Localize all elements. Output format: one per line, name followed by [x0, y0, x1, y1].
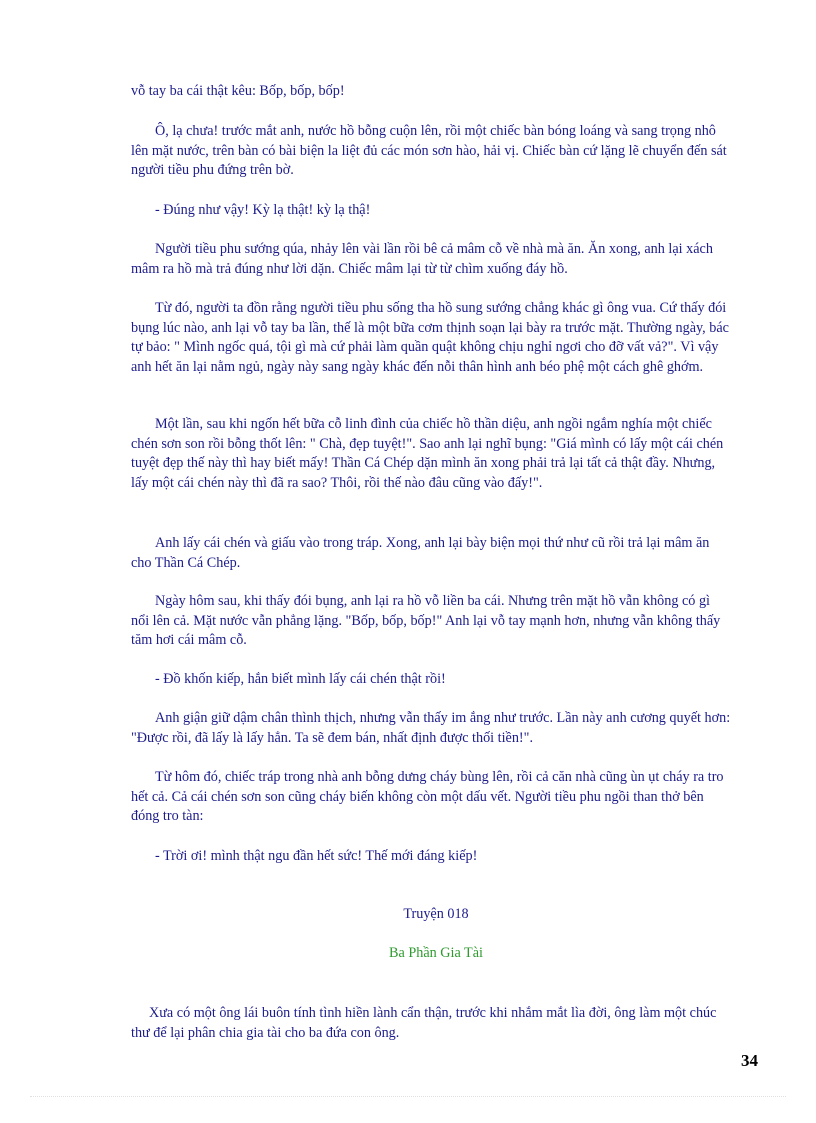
dialogue-line: - Đồ khốn kiếp, hắn biết mình lấy cái chén thật rồi!: [155, 671, 446, 687]
paragraph: Ngày hôm sau, khi thấy đói bụng, anh lại ra hồ vỗ liền ba cái. Nhưng trên mặt hồ vẫn không có gì nổi lên cả. Mặt nước vẫn phẳng lặng. "Bốp, bốp, bốp!" Anh lại vỗ tay mạnh hơn, nhưng vẫn không thấy tăm hơi cái mâm cỗ.: [131, 593, 721, 649]
story-title: Ba Phần Gia Tài: [389, 945, 483, 961]
page-bottom-divider: [30, 1096, 786, 1097]
paragraph: Anh lấy cái chén và giấu vào trong tráp. Xong, anh lại bày biện mọi thứ như cũ rồi trả lại mâm ăn cho Thần Cá Chép.: [131, 535, 710, 571]
story-first-paragraph: Xưa có một ông lái buôn tính tình hiền lành cẩn thận, trước khi nhắm mắt lìa đời, ông làm một chúc thư để lại phân chia gia tài cho ba đứa con ông.: [131, 1005, 717, 1041]
paragraph: Từ đó, người ta đồn rằng người tiều phu sống tha hồ sung sướng chẳng khác gì ông vua. Cứ thấy đói bụng lúc nào, anh lại vỗ tay ba lần, thế là một bữa cơm thịnh soạn lại bày ra trước mặt. Thường ngày, bác tự bảo: " Mình ngốc quá, tội gì mà cứ phải làm quần quật không chịu nghỉ ngơi cho đỡ vất vả?". Vì vậy anh hết ăn lại nằm ngủ, ngày này sang ngày khác đến nỗi thân hình anh béo phệ một cách ghê ghớm.: [131, 300, 729, 375]
paragraph: Từ hôm đó, chiếc tráp trong nhà anh bỗng dưng cháy bùng lên, rồi cả căn nhà cũng ùn ụt cháy ra tro hết cả. Cả cái chén sơn son cũng cháy biến không còn một dấu vết. Người tiều phu ngồi than thở bên đóng tro tàn:: [131, 769, 724, 825]
paragraph: Anh giận giữ dậm chân thình thịch, nhưng vẫn thấy im ắng như trước. Lần này anh cương quyết hơn: "Được rồi, đã lấy là lấy hẳn. Ta sẽ đem bán, nhất định được thối tiền!".: [131, 710, 731, 746]
story-number: Truyện 018: [403, 906, 469, 922]
paragraph: Một lần, sau khi ngốn hết bữa cỗ linh đình của chiếc hồ thần diệu, anh ngồi ngắm nghía một chiếc chén sơn son rồi bỗng thốt lên: " Chà, đẹp tuyệt!". Sao anh lại nghĩ bụng: "Giá mình có lấy một cái chén tuyệt đẹp thế này thì hay biết mấy! Thần Cá Chép dặn mình ăn xong phải trả lại tất cả thật đầy. Nhưng, lấy một cái chén này thì đã ra sao? Thôi, rồi thế nào đâu cũng vào đấy!".: [131, 416, 724, 491]
page-number: 34: [741, 1051, 758, 1070]
paragraph: Người tiều phu sướng qúa, nhảy lên vài lần rồi bê cả mâm cỗ về nhà mà ăn. Ăn xong, anh lại xách mâm ra hồ mà trả đúng như lời dặn. Chiếc mâm lại từ từ chìm xuống đáy hồ.: [131, 241, 713, 277]
paragraph-continuation: vỗ tay ba cái thật kêu: Bốp, bốp, bốp!: [131, 83, 345, 99]
dialogue-line: - Đúng như vậy! Kỳ lạ thật! kỳ lạ thậ!: [155, 202, 371, 218]
dialogue-line: - Trời ơi! mình thật ngu đần hết sức! Thế mới đáng kiếp!: [155, 848, 478, 864]
paragraph: Ô, lạ chưa! trước mắt anh, nước hồ bỗng cuộn lên, rồi một chiếc bàn bóng loáng và sang trọng nhô lên mặt nước, trên bàn có bài biện la liệt đủ các món sơn hào, hải vị. Chiếc bàn cứ lặng lẽ chuyển đến sát người tiều phu đứng trên bờ.: [131, 123, 727, 179]
